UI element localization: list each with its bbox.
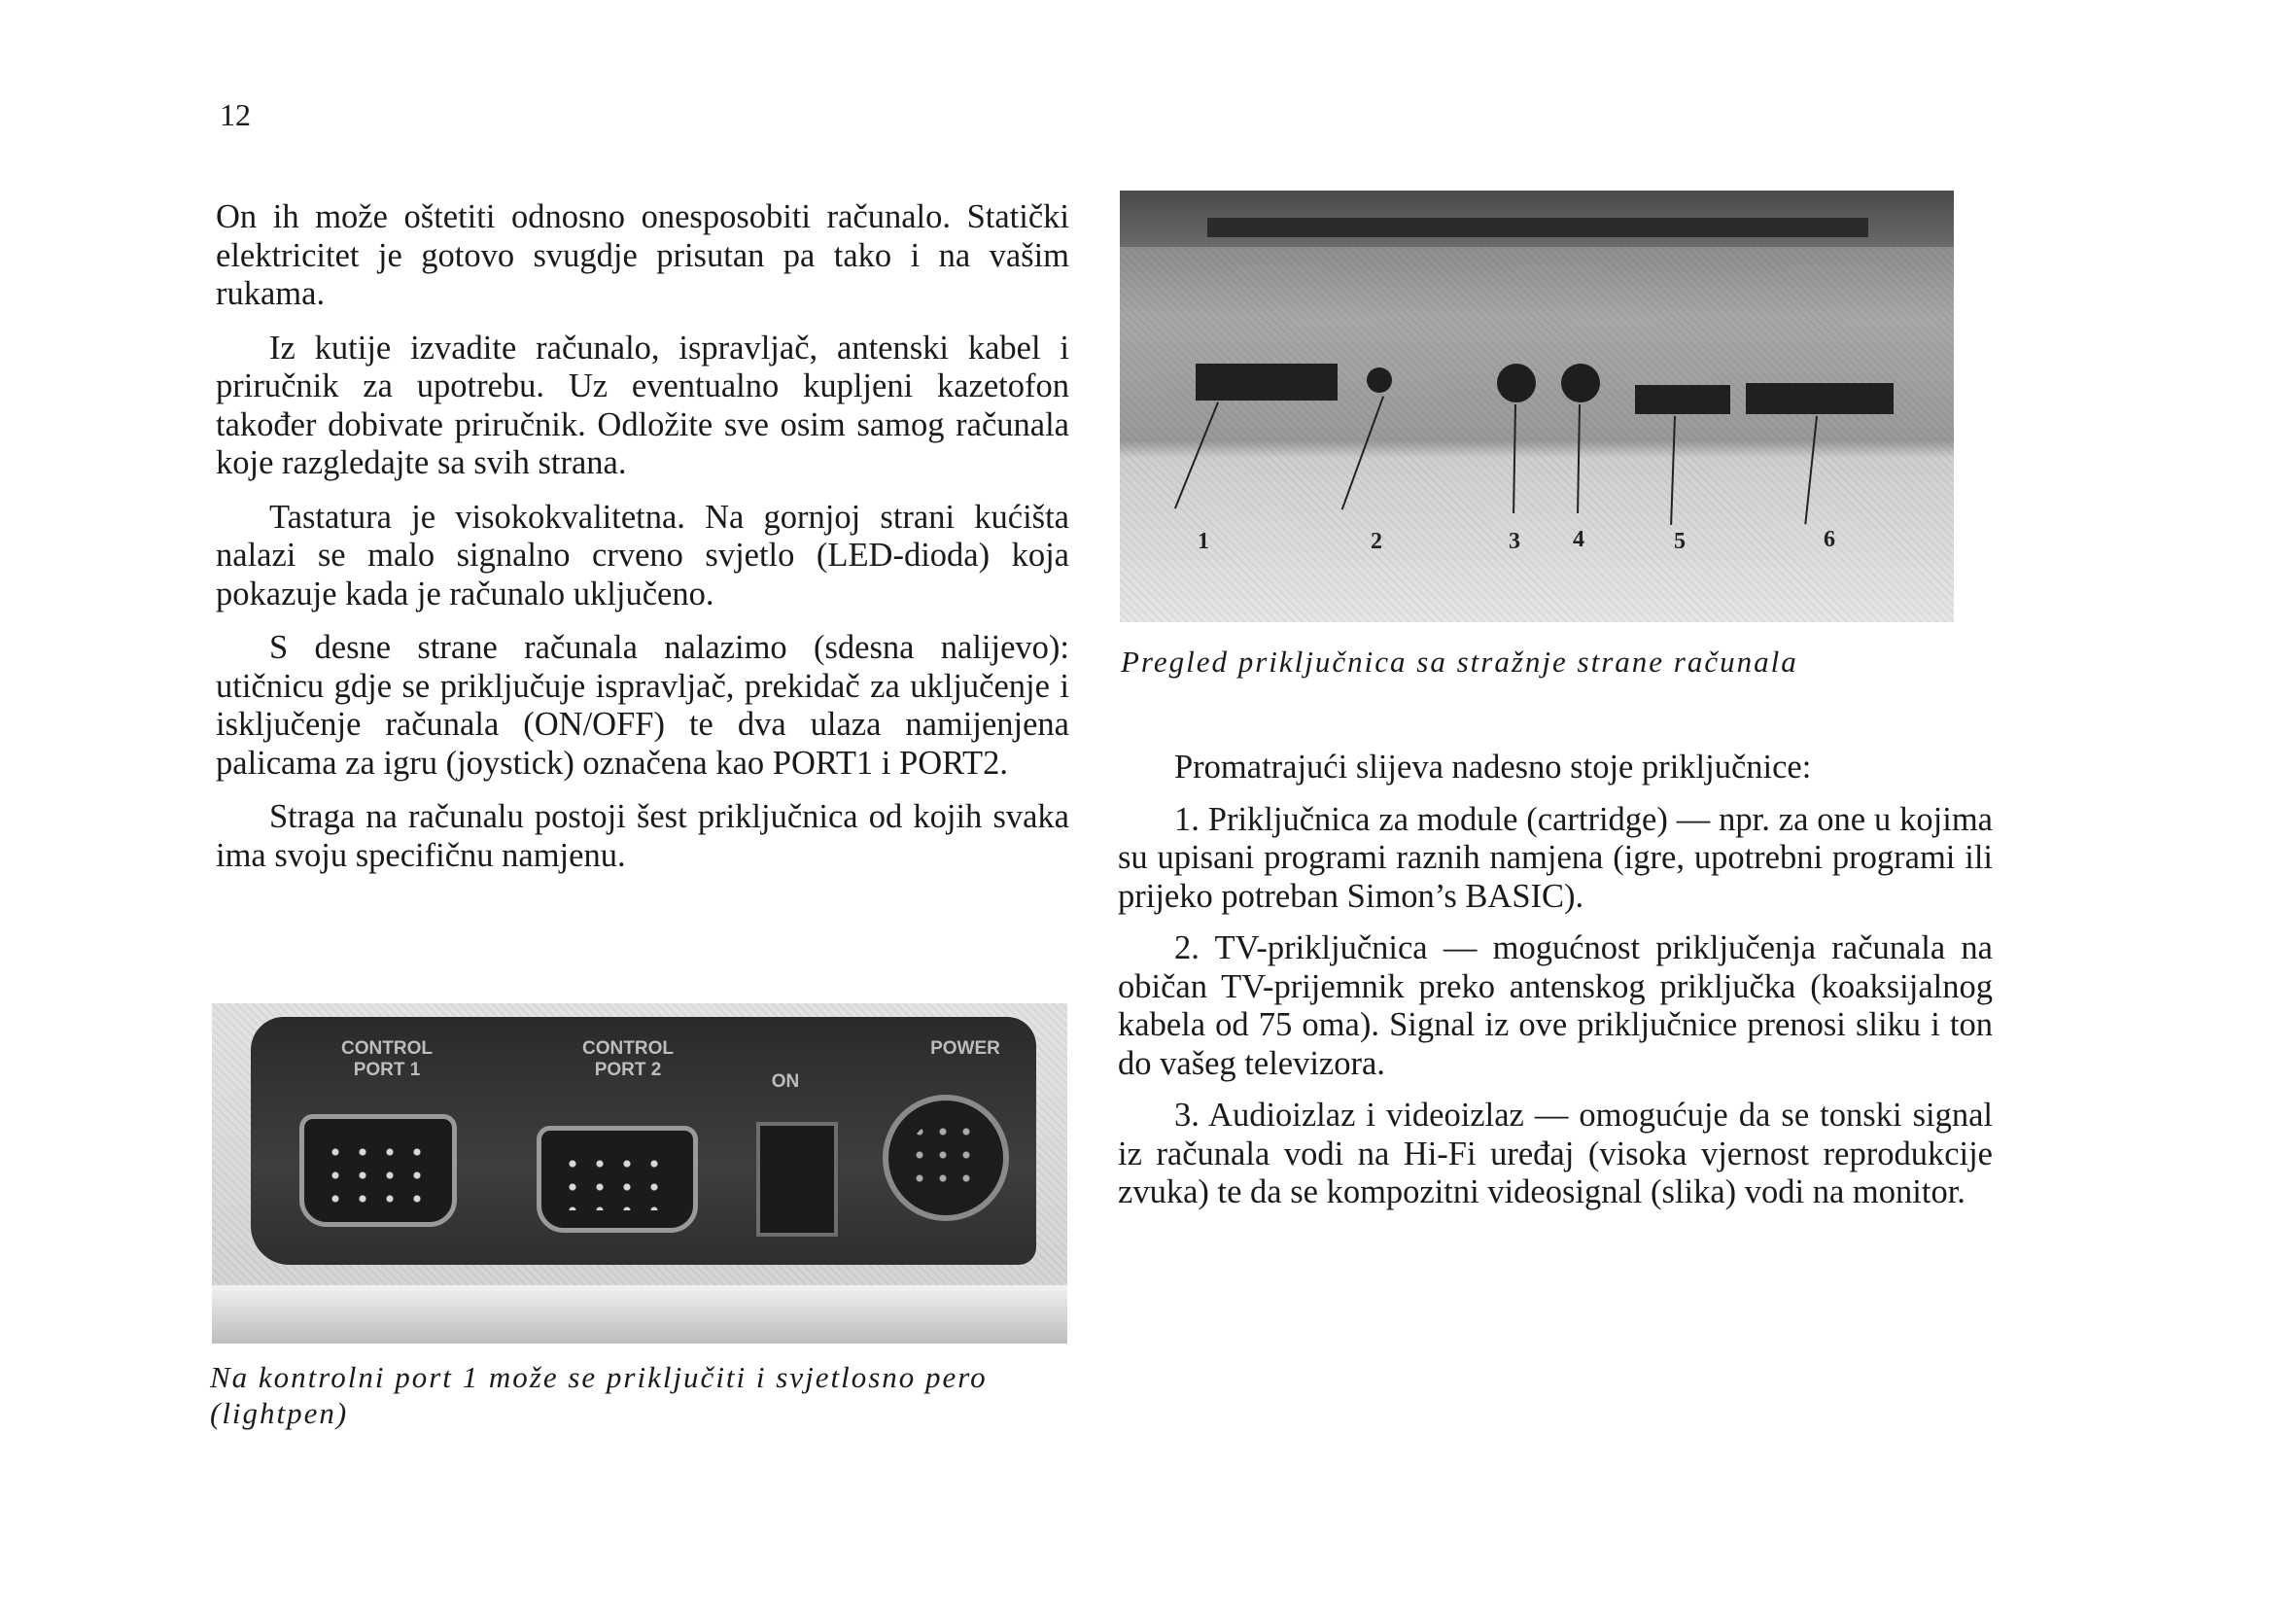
- leader-line: [1670, 416, 1676, 525]
- paragraph: S desne strane računala nalazimo (sdesna nalijevo): utičnicu gdje se priključuje ispravljač, prekidač za uključenje i isključenje računala (ON/OFF) te dva ulaza namijenjena palicama za igru (joystick) označena kao PORT1 i PORT2.: [216, 629, 1069, 782]
- side-panel: [251, 1017, 1036, 1265]
- user-port: [1746, 383, 1894, 414]
- photo-caption: Na kontrolni port 1 može se priključiti i svjetlosno pero (lightpen): [210, 1360, 988, 1430]
- paragraph: Promatrajući slijeva nadesno stoje priključnice:: [1174, 749, 1812, 786]
- leader-line: [1513, 404, 1516, 513]
- desk-surface: [212, 1285, 1067, 1344]
- control-port-2-label: CONTROL PORT 2: [582, 1038, 674, 1080]
- control-port-2-connector: [537, 1126, 698, 1233]
- right-column-text: [1118, 749, 1993, 1226]
- photo-caption: Pregled priključnica sa stražnje strane računala: [1121, 645, 1798, 679]
- paragraph: Straga na računalu postoji šest priključnica od kojih svaka ima svoju specifičnu namjenu.: [216, 798, 1069, 874]
- rear-connectors-photo: [1120, 191, 1954, 622]
- leader-line: [1174, 402, 1219, 508]
- computer-top-edge: [1120, 191, 1954, 247]
- connector-number: 5: [1674, 529, 1686, 554]
- tv-port: [1367, 367, 1392, 393]
- connector-number: 6: [1824, 527, 1835, 552]
- leader-line: [1341, 396, 1384, 509]
- leader-line: [1577, 404, 1581, 513]
- on-label: ON: [771, 1071, 800, 1092]
- left-column-text: [216, 198, 1069, 891]
- cassette-port: [1635, 385, 1730, 414]
- connector-number: 2: [1371, 529, 1382, 554]
- control-ports-photo: [212, 1003, 1067, 1344]
- paragraph: Iz kutije izvadite računalo, ispravljač, antenski kabel i priručnik za upotrebu. Uz eventualno kupljeni kazetofon također dobivate priručnik. Odložite sve osim samog računala koje razgledajte sa svih strana.: [216, 329, 1069, 481]
- leader-line: [1804, 416, 1818, 525]
- power-label: POWER: [930, 1038, 1000, 1059]
- list-item: 3. Audioizlaz i videoizlaz — omogućuje da se tonski signal iz računala vodi na Hi-Fi uređaj (visoka vjernost reprodukcije zvuka) te da se kompozitni videosignal (slika) vodi na monitor.: [1118, 1097, 1993, 1210]
- connector-number: 1: [1198, 529, 1209, 554]
- control-port-1-label: CONTROL PORT 1: [341, 1038, 433, 1080]
- page-number: 12: [220, 97, 251, 132]
- list-item: 1. Priključnica za module (cartridge) — npr. za one u kojima su upisani programi raznih namjena (igre, upotrebni programi ili prijeko potreban Simon’s BASIC).: [1118, 800, 1993, 915]
- paragraph: On ih može oštetiti odnosno onesposobiti računalo. Statički elektricitet je gotovo svugdje prisutan pa tako i na vašim rukama.: [216, 198, 1069, 312]
- connector-number: 4: [1573, 527, 1584, 552]
- paragraph: Tastatura je visokokvalitetna. Na gornjoj strani kućišta nalazi se malo signalno crveno svjetlo (LED-dioda) koja pokazuje kada je računalo uključeno.: [216, 498, 1069, 612]
- control-port-1-connector: [299, 1114, 457, 1227]
- power-switch: [756, 1122, 838, 1237]
- connector-number: 3: [1509, 529, 1520, 554]
- list-item: 2. TV-priključnica — mogućnost priključenja računala na običan TV-prijemnik preko antenskog priključka (koaksijalnog kabela od 75 oma). Signal iz ove priključnice prenosi sliku i ton do vašeg televizora.: [1118, 929, 1993, 1082]
- cartridge-port: [1196, 364, 1338, 401]
- audio-video-port: [1497, 364, 1536, 402]
- power-socket: [883, 1095, 1009, 1221]
- serial-port: [1561, 364, 1600, 402]
